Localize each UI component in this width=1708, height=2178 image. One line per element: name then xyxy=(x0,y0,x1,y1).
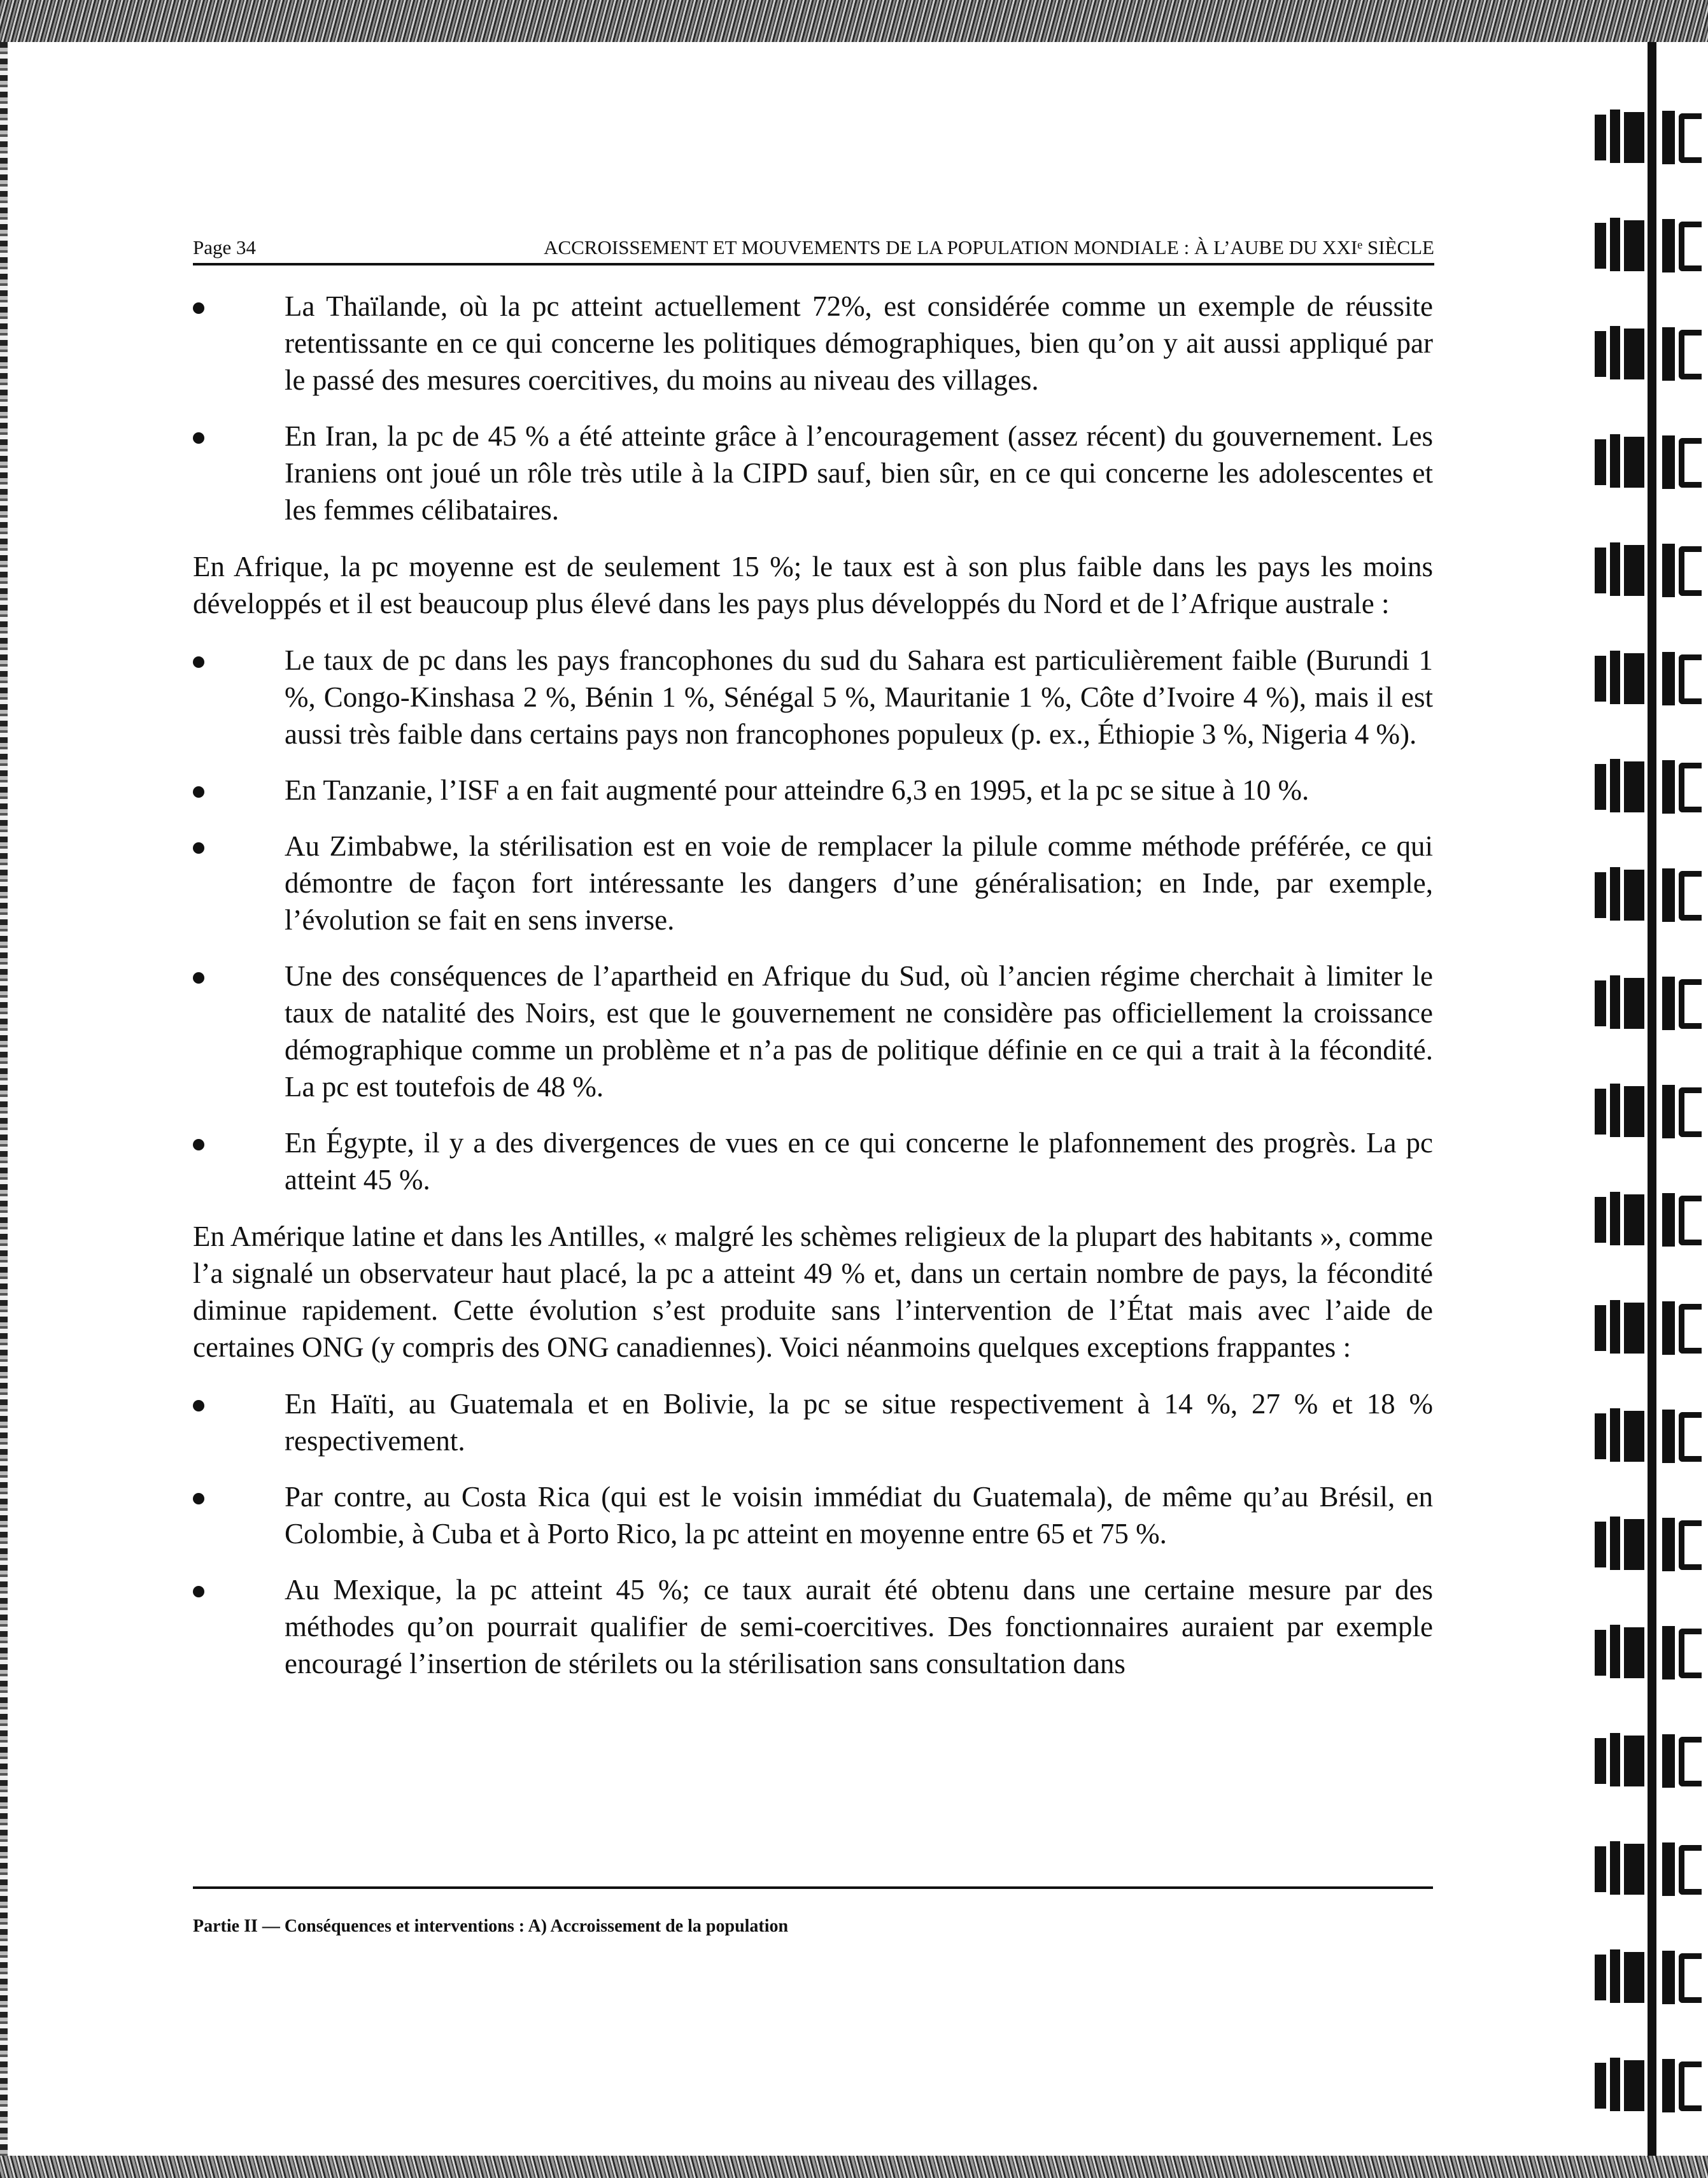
binding-ring xyxy=(1595,1300,1708,1355)
bullet-text: Par contre, au Costa Rica (qui est le voisin immédiat du Guatemala), de même qu’au Brésil, en Colombie, à Cuba et à Porto Rico, la pc atteint en moyenne entre 65 et 75 %. xyxy=(285,1481,1433,1550)
binding-ring xyxy=(1595,1841,1708,1896)
scan-edge-left xyxy=(0,42,8,2156)
binding-ring xyxy=(1595,651,1708,705)
binding-ring xyxy=(1595,867,1708,922)
binding-ring xyxy=(1595,1625,1708,1679)
page-footer: Partie II — Conséquences et interventions : A) Accroissement de la population xyxy=(193,1916,789,1936)
bullet-icon xyxy=(193,1586,204,1597)
binding-ring xyxy=(1595,1517,1708,1571)
binding-ring xyxy=(1595,1408,1708,1463)
page-header xyxy=(193,230,1434,265)
footer-rule xyxy=(193,1886,1433,1889)
binding-ring xyxy=(1595,2058,1708,2112)
page-body xyxy=(193,288,1433,1682)
bullet-icon xyxy=(193,1400,204,1411)
binding-ring xyxy=(1595,434,1708,489)
bullet-text: Une des conséquences de l’apartheid en Afrique du Sud, où l’ancien régime cherchait à limiter le taux de natalité des Noirs, est que le gouvernement ne considère pas officiellement la croissance démographique comme un problème et n’a pas de politique définie en ce qui a trait à la fécondité. La pc est toutefois de 48 %. xyxy=(285,960,1433,1103)
binding-ring xyxy=(1595,110,1708,164)
bullet-text: La Thaïlande, où la pc atteint actuellement 72%, est considérée comme un exemple de réussite retentissante en ce qui concerne les politiques démographiques, bien qu’on y ait aussi appliqué par le passé des mesures coercitives, du moins au niveau des villages. xyxy=(285,290,1433,396)
bullet-text: En Tanzanie, l’ISF a en fait augmenté pour atteindre 6,3 en 1995, et la pc se situe à 10 %. xyxy=(285,774,1309,806)
paragraph-africa: En Afrique, la pc moyenne est de seulement 15 %; le taux est à son plus faible dans les pays les moins développés et il est beaucoup plus élevé dans les pays plus développés du Nord et de l’Afrique australe : xyxy=(193,551,1433,619)
spiral-binding xyxy=(1595,0,1708,2178)
page-number: Page 34 xyxy=(193,236,257,258)
binding-ring xyxy=(1595,1949,1708,2004)
bullet-icon xyxy=(193,302,204,314)
binding-ring xyxy=(1595,218,1708,272)
bullet-text: En Iran, la pc de 45 % a été atteinte grâce à l’encouragement (assez récent) du gouvernement. Les Iraniens ont joué un rôle très utile à la CIPD sauf, bien sûr, en ce qui concerne les adolescentes et les femmes célibataires. xyxy=(285,420,1433,526)
bullet-icon xyxy=(193,1139,204,1150)
bullet-icon xyxy=(193,786,204,798)
bullet-icon xyxy=(193,1493,204,1504)
scan-edge-top xyxy=(0,0,1708,42)
bullet-text: Au Mexique, la pc atteint 45 %; ce taux aurait été obtenu dans une certaine mesure par des méthodes qu’on pourrait qualifier de semi-coercitives. Des fonctionnaires auraient par exemple encouragé l’insertion de stérilets ou la stérilisation sans consultation dans xyxy=(285,1574,1433,1679)
bullet-text: Le taux de pc dans les pays francophones du sud du Sahara est particulièrement faible (Burundi 1 %, Congo-Kinshasa 2 %, Bénin 1 %, Sénégal 5 %, Mauritanie 1 %, Côte d’Ivoire 4 %), mais il est aussi très faible dans certains pays non francophones populeux (p. ex., Éthiopie 3 %, Nigeria 4 %). xyxy=(285,644,1433,750)
paragraph-latin-america: En Amérique latine et dans les Antilles, « malgré les schèmes religieux de la plupart des habitants », comme l’a signalé un observateur haut placé, la pc a atteint 49 % et, dans un certain nombre de pays, la fécondité diminue rapidement. Cette évolution s’est produite sans l’intervention de l’État mais avec l’aide de certaines ONG (y compris des ONG canadiennes). Voici néanmoins quelques exceptions frappantes : xyxy=(193,1220,1433,1363)
bullet-icon xyxy=(193,656,204,668)
bullet-item-francophone xyxy=(193,642,1433,753)
bullet-text: Au Zimbabwe, la stérilisation est en voie de remplacer la pilule comme méthode préférée, ce qui démontre de façon fort intéressante les dangers d’une généralisation; en Inde, par exemple, l’évolution se fait en sens inverse. xyxy=(285,830,1433,936)
binding-ring xyxy=(1595,1733,1708,1788)
binding-ring xyxy=(1595,326,1708,381)
bullet-text: En Haïti, au Guatemala et en Bolivie, la pc se situe respectivement à 14 %, 27 % et 18 % respectivement. xyxy=(285,1388,1433,1457)
binding-ring xyxy=(1595,1084,1708,1138)
bullet-icon xyxy=(193,842,204,854)
bullet-item-mexico xyxy=(193,1571,1433,1682)
bullet-icon xyxy=(193,432,204,444)
bullet-icon xyxy=(193,972,204,984)
bullet-item-zimbabwe xyxy=(193,828,1433,938)
scan-edge-bottom xyxy=(0,2156,1708,2178)
binding-ring xyxy=(1595,975,1708,1030)
bullet-item-haiti xyxy=(193,1385,1433,1459)
binding-ring xyxy=(1595,759,1708,814)
bullet-item-egypt xyxy=(193,1124,1433,1198)
bullet-item-costa-rica xyxy=(193,1478,1433,1552)
bullet-item-south-africa xyxy=(193,958,1433,1105)
binding-ring xyxy=(1595,542,1708,597)
binding-ring xyxy=(1595,1192,1708,1247)
bullet-item-thailand xyxy=(193,288,1433,399)
bullet-item-iran xyxy=(193,418,1433,528)
running-title: ACCROISSEMENT ET MOUVEMENTS DE LA POPULATION MONDIALE : À L’AUBE DU XXIᵉ SIÈCLE xyxy=(544,236,1434,258)
bullet-item-tanzania xyxy=(193,772,1433,809)
bullet-text: En Égypte, il y a des divergences de vues en ce qui concerne le plafonnement des progrès. La pc atteint 45 %. xyxy=(285,1127,1433,1196)
